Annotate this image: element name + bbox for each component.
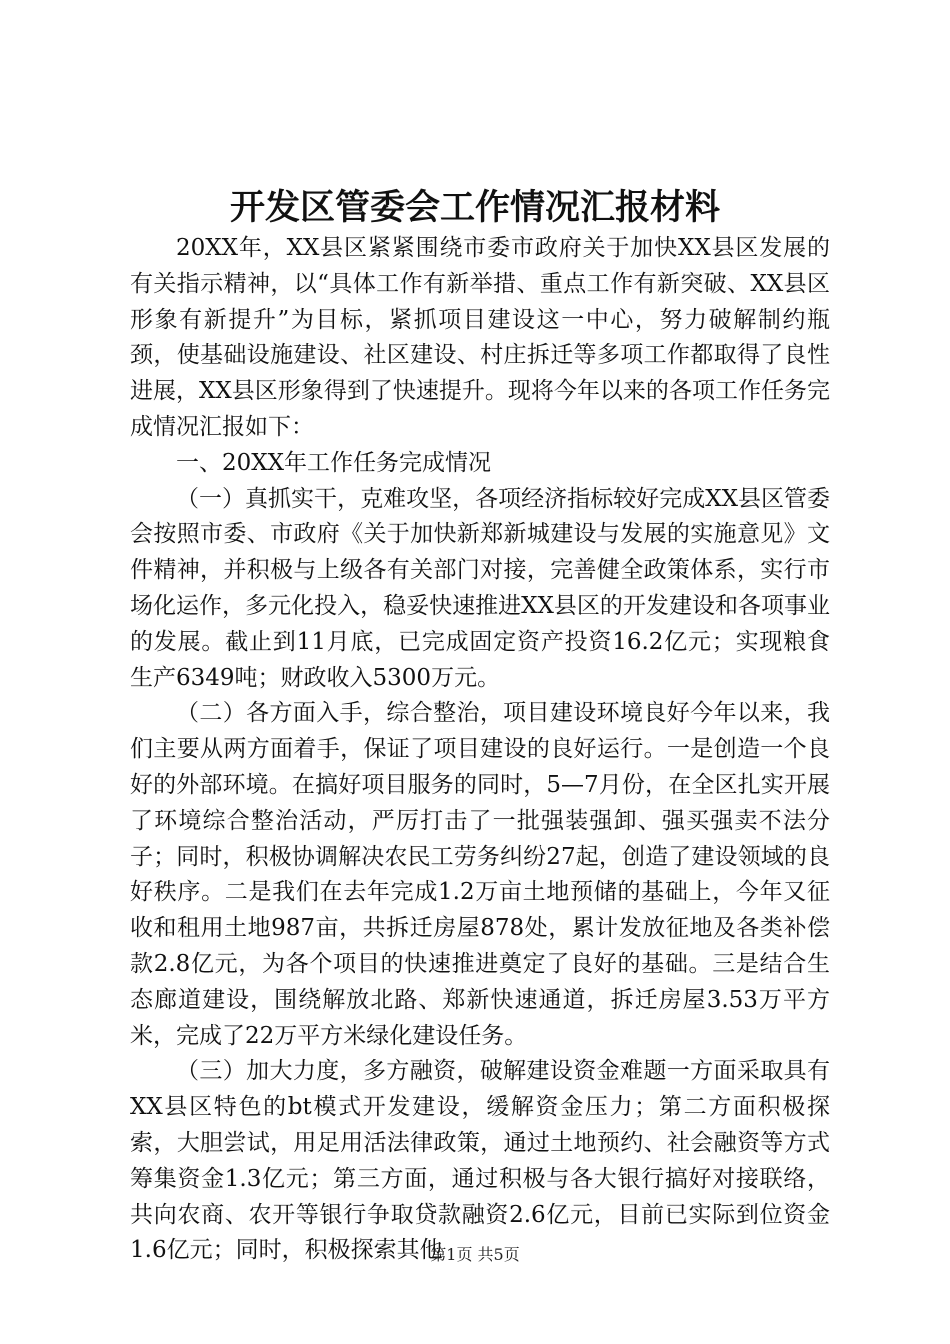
page-number-footer: 第1页 共5页 [430, 1245, 520, 1264]
document-title: 开发区管委会工作情况汇报材料 [229, 187, 720, 228]
paragraph-item-3: （三）加大力度，多方融资，破解建设资金难题一方面采取具有XX县区特色的bt模式开发建设，缓解资金压力；第二方面积极探索，大胆尝试，用足用活法律政策，通过土地预约、社会融资等方式筹集资金1.3亿元；第三方面，通过积极与各大银行搞好对接联络，共向农商、农开等银行争取贷款融资2.6亿元，目前已实际到位资金1.6亿元；同时，积极探索其他 [130, 1058, 830, 1264]
document-body [130, 231, 830, 1269]
section-heading-1: 一、20XX年工作任务完成情况 [176, 449, 492, 476]
paragraph-item-2: （二）各方面入手，综合整治，项目建设环境良好今年以来，我们主要从两方面着手，保证了项目建设的良好运行。一是创造一个良好的外部环境。在搞好项目服务的同时，5—7月份，在全区扎实开展了环境综合整治活动，严厉打击了一批强装强卸、强买强卖不法分子；同时，积极协调解决农民工劳务纠纷27起，创造了建设领域的良好秩序。二是我们在去年完成1.2万亩土地预储的基础上，今年又征收和租用土地987亩，共拆迁房屋878处，累计发放征地及各类补偿款2.8亿元，为各个项目的快速推进奠定了良好的基础。三是结合生态廊道建设，围绕解放北路、郑新快速通道，拆迁房屋3.53万平方米，完成了22万平方米绿化建设任务。 [130, 700, 830, 1049]
paragraph-intro: 20XX年，XX县区紧紧围绕市委市政府关于加快XX县区发展的有关指示精神，以“具体工作有新举措、重点工作有新突破、XX县区形象有新提升”为目标，紧抓项目建设这一中心，努力破解制约瓶颈，使基础设施建设、社区建设、村庄拆迁等多项工作都取得了良性进展，XX县区形象得到了快速提升。现将今年以来的各项工作任务完成情况汇报如下： [130, 235, 830, 440]
paragraph-item-1: （一）真抓实干，克难攻坚，各项经济指标较好完成XX县区管委会按照市委、市政府《关于加快新郑新城建设与发展的实施意见》文件精神，并积极与上级各有关部门对接，完善健全政策体系，实行市场化运作，多元化投入，稳妥快速推进XX县区的开发建设和各项事业的发展。截止到11月底，已完成固定资产投资16.2亿元；实现粮食生产6349吨；财政收入5300万元。 [130, 485, 830, 691]
